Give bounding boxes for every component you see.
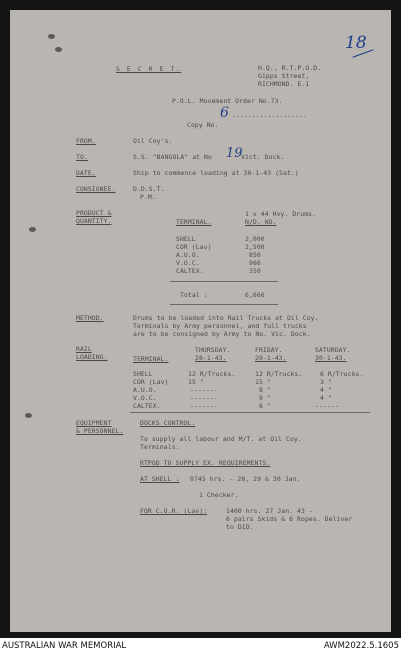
- punch-hole: [25, 413, 32, 418]
- rail-value: ------: [315, 402, 339, 410]
- product-quantity: 2,000: [245, 235, 265, 243]
- office-line-3: RICHMOND. E.1: [258, 80, 310, 88]
- cor-value: 1400 hrs. 27 Jan. 43 -: [226, 507, 313, 515]
- method-line: are to be consigned by Army to No. Vic. Dock.: [133, 330, 311, 338]
- rail-value: -------: [190, 386, 218, 394]
- method-line: Drums to be loaded into Rail Trucks at Oil Coy.: [133, 314, 319, 322]
- copy-label: Copy No.: [187, 121, 219, 129]
- punch-hole: [48, 34, 55, 39]
- classification: S E C R E T.: [116, 65, 182, 73]
- consignee-label: CONSIGNEE.: [76, 185, 116, 193]
- day-date: 30-1-43.: [315, 354, 347, 362]
- docks-control-line: To supply all labour and M/T. at Oil Coy.: [140, 435, 302, 443]
- rail-value: 4 ": [320, 386, 332, 394]
- rail-value: 9 ": [259, 394, 271, 402]
- method-line: Terminals by Army personnel, and full trucks: [133, 322, 307, 330]
- product-quantity: 966: [249, 259, 261, 267]
- rail-value: -------: [190, 402, 218, 410]
- rail-value: 4 ": [320, 394, 332, 402]
- rail-terminal: V.O.C.: [133, 394, 157, 402]
- drum-description: 1 x 44 Hvy. Drums.: [245, 210, 317, 218]
- loading-label: LOADING.: [76, 353, 108, 361]
- product-terminal: SHELL: [176, 235, 196, 243]
- rail-value: 12 R/Trucks.: [255, 370, 303, 378]
- day-date: 28-1-43.: [195, 354, 227, 362]
- rail-value: -------: [190, 394, 218, 402]
- total-label: Total :: [180, 291, 208, 299]
- rail-terminal-header: TERMINAL.: [133, 355, 169, 363]
- rail-value: 12 R/Trucks.: [188, 370, 236, 378]
- terminal-col-header: TERMINAL.: [176, 218, 212, 226]
- rail-value: 15 ": [188, 378, 204, 386]
- personnel-label: & PERSONNEL.: [76, 427, 124, 435]
- docks-control-heading: DOCKS CONTROL.: [140, 419, 196, 427]
- office-line-1: H.Q., R.T.P.O.D.: [258, 64, 322, 72]
- date-value: Ship to commence loading at 30-1-43 (Sat.): [133, 169, 299, 177]
- rail-terminal: A.U.O.: [133, 386, 157, 394]
- rail-label: RAIL: [76, 345, 92, 353]
- checker-line: 1 Checker.: [199, 491, 239, 499]
- quantity-label: QUANTITY.: [76, 217, 112, 225]
- order-title: P.O.L. Movement Order No.73.: [172, 97, 283, 105]
- dock-number: 19: [226, 146, 243, 161]
- product-terminal: COR (Lav): [176, 243, 212, 251]
- date-label: DATE.: [76, 169, 96, 177]
- cor-line: 6 pairs Skids & 6 Ropes. Deliver: [226, 515, 353, 523]
- cor-label: FOR C.O.R. (Lav):: [140, 507, 208, 515]
- day-date: 29-1-43.: [255, 354, 287, 362]
- from-label: FROM.: [76, 137, 96, 145]
- to-value: S.S. "BANGOLA" at No: [133, 153, 212, 161]
- total-rule-bottom: [170, 304, 278, 305]
- rail-value: 3 ": [320, 378, 332, 386]
- product-terminal: V.O.C.: [176, 259, 200, 267]
- drums-col-header: N/D. NO.: [245, 218, 277, 226]
- total-rule: [170, 281, 278, 282]
- docks-control-line: Terminals.: [140, 443, 180, 451]
- product-label: PRODUCT &: [76, 209, 112, 217]
- day-header: SATURDAY.: [315, 346, 351, 354]
- shell-label: AT SHELL :: [140, 475, 180, 483]
- rail-terminal: CALTEX.: [133, 402, 161, 410]
- folio-number: 18: [345, 33, 367, 53]
- product-quantity: 2,500: [245, 243, 265, 251]
- cor-line: to DID.: [226, 523, 254, 531]
- to-dock: Vict. Dock.: [241, 153, 285, 161]
- product-quantity: 350: [249, 267, 261, 275]
- archive-reference: AWM2022.5.1605: [323, 641, 399, 651]
- consignee-value: D.D.S.T.: [133, 185, 165, 193]
- rtpod-heading: RTPOD TO SUPPLY EX. REQUIREMENTS.: [140, 459, 271, 467]
- archive-credit: AUSTRALIAN WAR MEMORIAL: [2, 641, 127, 651]
- office-line-2: Gipps Street,: [258, 72, 310, 80]
- rail-terminal: COR (Lav): [133, 378, 169, 386]
- equipment-label: EQUIPMENT: [76, 419, 112, 427]
- method-label: METHOD.: [76, 314, 104, 322]
- punch-hole: [29, 227, 36, 232]
- rail-terminal: SHELL: [133, 370, 153, 378]
- shell-value: 0745 hrs. - 28, 29 & 30 Jan.: [190, 475, 301, 483]
- copy-line: [187, 105, 308, 131]
- rail-value: 6 ": [259, 402, 271, 410]
- product-terminal: CALTEX.: [176, 267, 204, 275]
- product-terminal: A.U.O.: [176, 251, 200, 259]
- rail-value: 8 ": [259, 386, 271, 394]
- copy-dots: ...................: [232, 111, 308, 119]
- rail-table-rule: [130, 412, 370, 413]
- copy-number: 6: [220, 105, 229, 121]
- total-value: 6,666: [245, 291, 265, 299]
- punch-hole: [55, 47, 62, 52]
- day-header: THURSDAY.: [195, 346, 231, 354]
- product-quantity: 850: [249, 251, 261, 259]
- to-label: TO.: [76, 153, 88, 161]
- consignee-value-2: P.M.: [140, 193, 156, 201]
- rail-value: 6 R/Trucks.: [320, 370, 364, 378]
- from-value: Oil Coy's.: [133, 137, 173, 145]
- day-header: FRIDAY.: [255, 346, 283, 354]
- rail-value: 15 ": [255, 378, 271, 386]
